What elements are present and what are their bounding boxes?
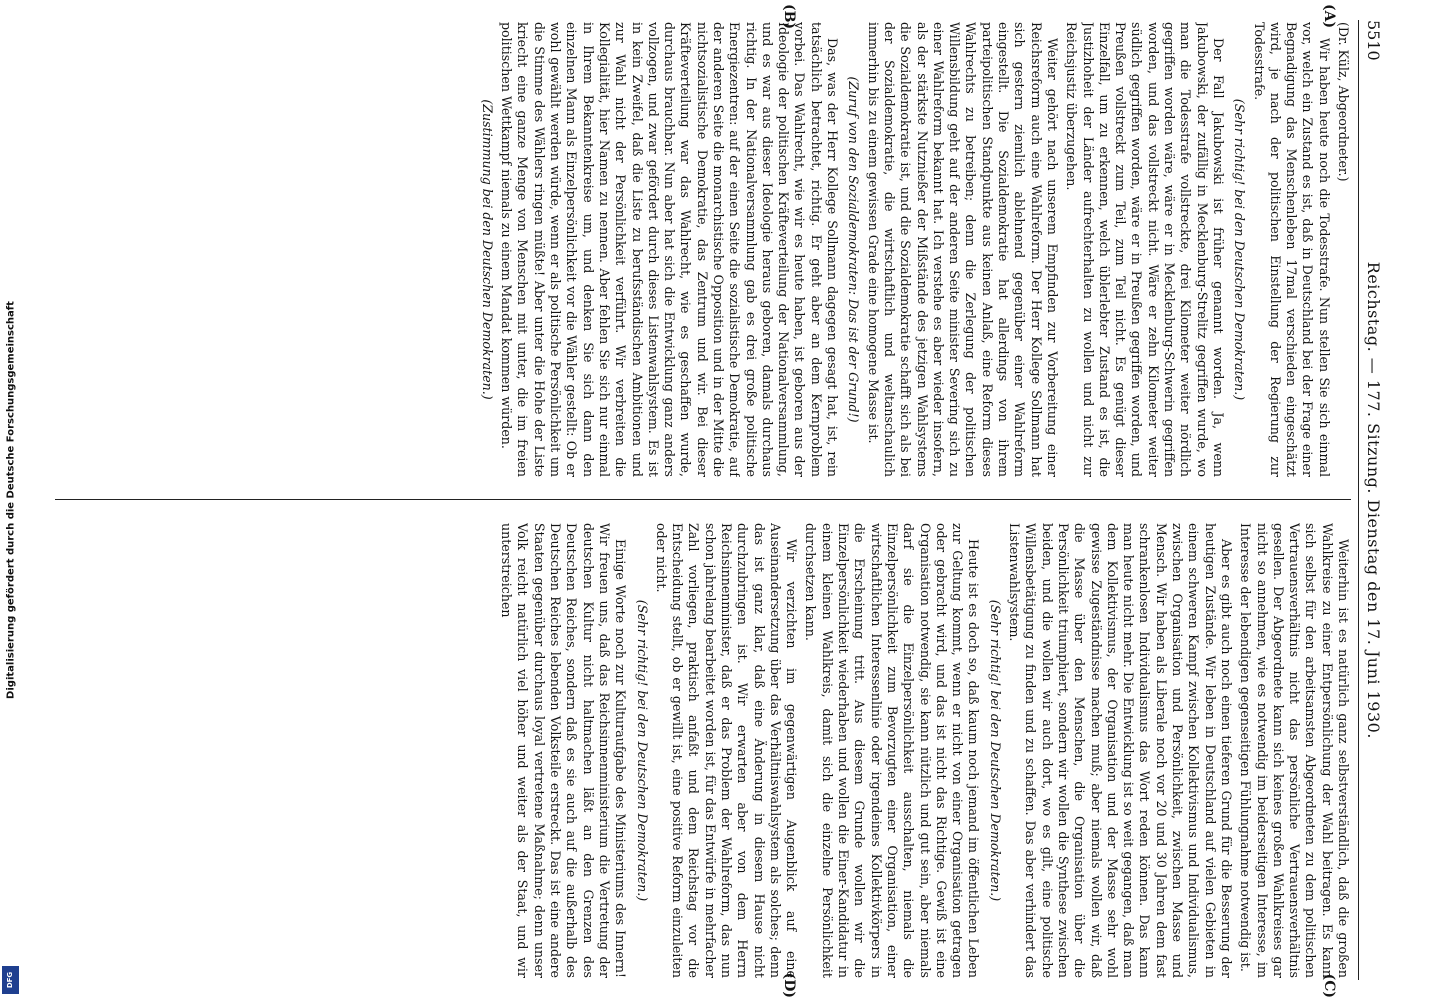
header-title: Reichstag. — 177. Sitzung. Dienstag den 17. Juni 1930. (1364, 261, 1384, 739)
margin-marker-d: (D) (781, 972, 797, 998)
margin-marker-a: (A) (1321, 4, 1337, 29)
interjection: (Sehr richtig! bei den Deutschen Demokraten.) (634, 599, 650, 902)
paragraph: Heute ist es doch so, daß kaum noch jemand im öffentlichen Leben zur Geltung kommt, wenn er nicht von einer Organisation getragen oder gebracht wird, und das ist nicht das Richtige. Gewiß ist eine Organisation notwendig, sie kann nützlich und gut sein, aber niemals darf sie die Einzelpersönlichkeit ausschalten, niemals die Einzelpersönlichkeit zum Bevorzugten einer Organisation, einer wirtschaftlichen Interessenlinie oder irgendeines Kollektivkörpers in die Erscheinung tritt. Aus diesem Grunde wollen wir die Einzelpersönlichkeit wiederhaben und wollen die Einer-Kandidatur in einem kleinen Wahlkreis, damit sich die einzelne Persönlichkeit durchsetzen kann. (803, 523, 982, 978)
digitization-credit-strip (0, 0, 22, 1000)
document-page (37, 0, 1397, 1000)
column-divider (55, 499, 1351, 500)
paragraph: Einige Worte noch zur Kulturaufgabe des Ministeriums des Innern! Wir freuen uns, daß das Reichsinnenministerium die Vertretung der deutschen Kultur nicht haltmachen läßt an den Grenzen des Deutschen Reiches, sondern daß es sie auch auf die außerhalb des Deutschen Reiches lebenden Volksteile erstreckt. Das ist eine andere Staaten gegenüber durchaus loyal vertretene Maßnahme; denn unser Volk reicht natürlich viel höher und weiter als der Staat, und wir unterstreichen (499, 523, 629, 978)
right-column (55, 523, 1351, 978)
margin-marker-b: (B) (781, 4, 797, 30)
paragraph: Weiter gehört nach unserem Empfinden zur Vorbereitung einer Reichsreform auch eine Wahlreform. Der Herr Kollege Sollmann hat sich gestern ziemlich ablehnend gegenüber einer Wahlreform eingestellt. Die Sozialdemokratie hat allerdings von ihrem parteipolitischen Standpunkte aus keinen Anlaß, eine Reform dieses Wahlrechts zu betreiben; denn die Zerlegung der politischen Willensbildung geht auf der anderen Seite minister Severing sich zu einer Wahlreform bekannt hat. Ich verstehe es aber wieder insofern, als der stärkste Nutznießer der Mißstände des jetzigen Wahlsystems die Sozialdemokratie ist, und die Sozialdemokratie schafft sich als bei der Sozialdemokratie, die wirtschaftlich und weltanschaulich immerhin bis zu einem gewissen Grade eine homogene Masse ist. (865, 22, 1060, 477)
paragraph: Aber es gibt auch noch einen tieferen Grund für die Besserung der heutigen Zustände. Wir leben in Deutschland auf vielen Gebieten in einem schweren Kampf zwischen Kollektivismus und Individualismus, zwischen Organisation und Persönlichkeit, zwischen Masse und Mensch. Wir haben als Liberale noch vor 20 und 30 Jahren dem fast schrankenlosen Individualismus das Wort reden können. Das kann man heute nicht mehr. Die Entwicklung ist so weit gegangen, daß man dem Kollektivismus, der Organisation und der Masse sehr wohl gewisse Zugeständnisse machen muß; aber niemals wollen wir, daß die Masse über den Menschen, die Organisation über die Persönlichkeit triumphiert, sondern wir wollen die Synthese zwischen beiden, und die wollen wir auch dort, wo es gilt, eine politische Willensbetätigung zu finden und zu schaffen. Das aber verhindert das Listenwahlsystem. (1007, 523, 1234, 978)
interjection: (Sehr richtig! bei den Deutschen Demokraten.) (1232, 98, 1248, 401)
margin-marker-c: (C) (1321, 973, 1337, 998)
paragraph: Wir verzichten im gegenwärtigen Augenblick auf eine Auseinandersetzung über das Verhältniswahlsystem als solches; denn das ist ganz klar, daß eine Änderung in diesem Hause nicht durchzubringen ist. Wir erwarten aber von dem Herrn Reichsinnenminister, daß er das Problem der Wahlreform, das nun schon jahrelang bearbeitet worden ist, für das Entwürfe in mehrfacher Zahl vorliegen, praktisch anfaßt und dem Reichstag vor die Entscheidung stellt, ob er gewillt ist, eine positive Reform einzuleiten oder nicht. (653, 523, 800, 978)
interjection: (Zustimmung bei den Deutschen Demokraten.) (479, 99, 495, 400)
digitization-credit: Digitalisierung gefördert durch die Deutsche Forschungsgemeinschaft (5, 301, 17, 699)
paragraph: Weiterhin ist es natürlich ganz selbstverständlich, daß die großen Wahlkreise zu einer Entpersönlichung der Wahl beitragen. Es kann sich selbst für den arbeitsamsten Abgeordneten zu dem politischen Vertrauensverhältnis nicht das persönliche Vertrauensverhältnis gesellen. Der Abgeordnete kann sich keines großen Wahlkreises gar nicht so annehmen, wie es notwendig im beiderseitigen Interesse, im Interesse der lebendigen gegenseitigen Fühlungnahme notwendig ist. (1238, 523, 1351, 978)
paragraph: Das, was der Herr Kollege Sollmann dagegen gesagt hat, ist, rein tatsächlich betrachtet, richtig. Er geht aber an dem Kernproblem vorbei. Das Wahlrecht, wie wir es heute haben, ist geboren aus der Ideologie der politischen Kräfteverteilung der Nationalversammlung, und es war aus dieser Ideologie heraus geboren, damals durchaus richtig. In der Nationalversammlung gab es drei große politische Energiezentren: auf der einen Seite die sozialistische Demokratie, auf der anderen Seite die monarchistische Opposition und in der Mitte die nichtsozialistische Demokratie, das Zentrum und wir. Bei dieser Kräfteverteilung war das Wahlrecht, wie es geschaffen wurde, durchaus brauchbar. Nun aber hat sich die Entwicklung ganz anders vollzogen, und zwar gefördert durch dieses Listenwahlsystem. Es ist in kein Zweifel, daß die Liste zu berufsständischen Ambitionen und zur Wahl nicht der Persönlichkeit verführt. Wir verbreiten die Kollegialität, hier Namen zu nennen. Aber fehlen Sie sich nur einmal in Ihrem Bekanntenkreise um, und denken Sie sich dann den einzelnen Mann als Einzelpersönlichkeit vor die Wähler gestellt: Ob er wohl gewählt werden würde, wenn er als politische Persönlichkeit um die Stimme des Wählers ringen müßte! Aber unter die Hohe der Liste kriecht eine ganze Menge von Menschen mit unter, die im freien politischen Wettkampf niemals zu einem Mandat kommen würden. (499, 22, 841, 477)
page-header (1358, 20, 1389, 980)
dfg-logo: DFG (2, 966, 19, 994)
paragraph: Der Fall Jakubowski ist früher genannt worden. Ja, wenn Jakubowski, der zufällig in Mecklenburg-Strelitz gegriffen wurde, wo man die Todesstrafe vollstreckte, drei Kilometer weiter nördlich gegriffen worden wäre, wäre er in Mecklenburg-Schwerin gegriffen worden, und das vollstreckt nicht. Wäre er zehn Kilometer weiter südlich gegriffen worden, wäre er in Preußen gegriffen worden, und Preußen vollstreckt zum Teil, zum Teil nicht. Es genügt dieser Einzelfall, um zu erkennen, welch üblerlebter Zustand es ist, die Justizhoheit der Länder aufrechterhalten zu wollen und nicht zur Reichsjustiz überzugehen. (1064, 22, 1226, 477)
interjection: (Zuruf von den Sozialdemokraten: Das ist der Grund!) (846, 76, 862, 423)
speaker-line: (Dr. Külz, Abgeordneter.) (1336, 22, 1351, 182)
interjection: (Sehr richtig! bei den Deutschen Demokraten.) (987, 599, 1003, 902)
page-number: 5510 (1364, 20, 1384, 61)
left-column (55, 22, 1351, 477)
paragraph: Wir haben heute noch die Todesstrafe. Nun stellen Sie sich einmal vor, welch ein Zustand es ist, daß in Deutschland bei der Frage einer Begnadigung das Menschenleben 17mal verschieden eingeschätzt wird, je nach der politischen Einstellung der Regierung zur Todesstrafe. (1251, 22, 1332, 477)
